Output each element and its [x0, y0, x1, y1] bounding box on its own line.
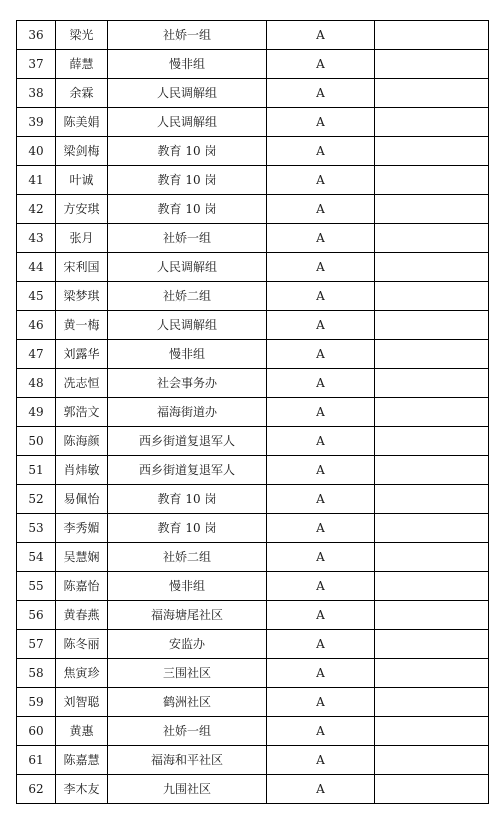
grade-cell: A — [267, 253, 375, 282]
row-number-cell: 56 — [17, 601, 56, 630]
name-cell: 叶诚 — [56, 166, 108, 195]
name-cell: 梁剑梅 — [56, 137, 108, 166]
grade-cell: A — [267, 543, 375, 572]
name-cell: 焦寅珍 — [56, 659, 108, 688]
row-number-cell: 50 — [17, 427, 56, 456]
row-number-cell: 44 — [17, 253, 56, 282]
name-cell: 李秀媚 — [56, 514, 108, 543]
name-cell: 薛慧 — [56, 50, 108, 79]
table-row — [17, 514, 489, 543]
table-row — [17, 50, 489, 79]
table-row — [17, 427, 489, 456]
note-cell — [375, 224, 489, 253]
grade-cell: A — [267, 311, 375, 340]
grade-cell: A — [267, 79, 375, 108]
unit-cell: 教育 10 岗 — [108, 485, 267, 514]
roster-table — [16, 20, 489, 804]
grade-cell: A — [267, 630, 375, 659]
note-cell — [375, 572, 489, 601]
note-cell — [375, 659, 489, 688]
row-number-cell: 54 — [17, 543, 56, 572]
name-cell: 刘露华 — [56, 340, 108, 369]
note-cell — [375, 369, 489, 398]
grade-cell: A — [267, 224, 375, 253]
note-cell — [375, 543, 489, 572]
table-row — [17, 79, 489, 108]
name-cell: 易佩怡 — [56, 485, 108, 514]
name-cell: 陈美娟 — [56, 108, 108, 137]
grade-cell: A — [267, 427, 375, 456]
table-row — [17, 630, 489, 659]
note-cell — [375, 79, 489, 108]
name-cell: 张月 — [56, 224, 108, 253]
unit-cell: 慢非组 — [108, 340, 267, 369]
unit-cell: 慢非组 — [108, 572, 267, 601]
table-row — [17, 282, 489, 311]
name-cell: 刘智聪 — [56, 688, 108, 717]
name-cell: 李木友 — [56, 775, 108, 804]
unit-cell: 福海街道办 — [108, 398, 267, 427]
name-cell: 吴慧娴 — [56, 543, 108, 572]
grade-cell: A — [267, 21, 375, 50]
name-cell: 陈嘉慧 — [56, 746, 108, 775]
note-cell — [375, 485, 489, 514]
unit-cell: 西乡街道复退军人 — [108, 456, 267, 485]
row-number-cell: 61 — [17, 746, 56, 775]
name-cell: 郭浩文 — [56, 398, 108, 427]
unit-cell: 社娇一组 — [108, 224, 267, 253]
note-cell — [375, 282, 489, 311]
unit-cell: 教育 10 岗 — [108, 166, 267, 195]
row-number-cell: 37 — [17, 50, 56, 79]
note-cell — [375, 717, 489, 746]
row-number-cell: 49 — [17, 398, 56, 427]
table-row — [17, 253, 489, 282]
name-cell: 冼志恒 — [56, 369, 108, 398]
row-number-cell: 46 — [17, 311, 56, 340]
note-cell — [375, 137, 489, 166]
table-row — [17, 717, 489, 746]
name-cell: 陈嘉怡 — [56, 572, 108, 601]
unit-cell: 社娇二组 — [108, 543, 267, 572]
row-number-cell: 59 — [17, 688, 56, 717]
table-row — [17, 543, 489, 572]
grade-cell: A — [267, 572, 375, 601]
table-row — [17, 21, 489, 50]
row-number-cell: 58 — [17, 659, 56, 688]
name-cell: 陈海颜 — [56, 427, 108, 456]
row-number-cell: 52 — [17, 485, 56, 514]
unit-cell: 人民调解组 — [108, 253, 267, 282]
row-number-cell: 60 — [17, 717, 56, 746]
name-cell: 黄惠 — [56, 717, 108, 746]
row-number-cell: 41 — [17, 166, 56, 195]
note-cell — [375, 21, 489, 50]
row-number-cell: 39 — [17, 108, 56, 137]
name-cell: 黄春燕 — [56, 601, 108, 630]
table-row — [17, 224, 489, 253]
row-number-cell: 57 — [17, 630, 56, 659]
unit-cell: 教育 10 岗 — [108, 195, 267, 224]
grade-cell: A — [267, 166, 375, 195]
note-cell — [375, 746, 489, 775]
grade-cell: A — [267, 195, 375, 224]
note-cell — [375, 427, 489, 456]
unit-cell: 社娇一组 — [108, 21, 267, 50]
grade-cell: A — [267, 137, 375, 166]
unit-cell: 安监办 — [108, 630, 267, 659]
note-cell — [375, 108, 489, 137]
unit-cell: 福海塘尾社区 — [108, 601, 267, 630]
row-number-cell: 36 — [17, 21, 56, 50]
table-row — [17, 195, 489, 224]
row-number-cell: 55 — [17, 572, 56, 601]
table-row — [17, 572, 489, 601]
grade-cell: A — [267, 456, 375, 485]
note-cell — [375, 456, 489, 485]
grade-cell: A — [267, 282, 375, 311]
row-number-cell: 48 — [17, 369, 56, 398]
grade-cell: A — [267, 775, 375, 804]
table-row — [17, 659, 489, 688]
note-cell — [375, 340, 489, 369]
table-row — [17, 340, 489, 369]
grade-cell: A — [267, 369, 375, 398]
name-cell: 余霖 — [56, 79, 108, 108]
unit-cell: 九围社区 — [108, 775, 267, 804]
note-cell — [375, 601, 489, 630]
row-number-cell: 42 — [17, 195, 56, 224]
unit-cell: 社娇一组 — [108, 717, 267, 746]
note-cell — [375, 775, 489, 804]
unit-cell: 西乡街道复退军人 — [108, 427, 267, 456]
unit-cell: 人民调解组 — [108, 311, 267, 340]
row-number-cell: 47 — [17, 340, 56, 369]
unit-cell: 慢非组 — [108, 50, 267, 79]
row-number-cell: 43 — [17, 224, 56, 253]
table-row — [17, 311, 489, 340]
note-cell — [375, 514, 489, 543]
unit-cell: 鹤洲社区 — [108, 688, 267, 717]
name-cell: 黄一梅 — [56, 311, 108, 340]
unit-cell: 人民调解组 — [108, 108, 267, 137]
table-row — [17, 601, 489, 630]
table-row — [17, 398, 489, 427]
grade-cell: A — [267, 746, 375, 775]
note-cell — [375, 166, 489, 195]
note-cell — [375, 50, 489, 79]
table-row — [17, 485, 489, 514]
unit-cell: 福海和平社区 — [108, 746, 267, 775]
table-row — [17, 137, 489, 166]
grade-cell: A — [267, 398, 375, 427]
unit-cell: 三围社区 — [108, 659, 267, 688]
row-number-cell: 51 — [17, 456, 56, 485]
name-cell: 梁光 — [56, 21, 108, 50]
unit-cell: 社会事务办 — [108, 369, 267, 398]
table-row — [17, 369, 489, 398]
roster-body — [17, 21, 489, 804]
name-cell: 方安琪 — [56, 195, 108, 224]
grade-cell: A — [267, 601, 375, 630]
row-number-cell: 45 — [17, 282, 56, 311]
grade-cell: A — [267, 514, 375, 543]
row-number-cell: 53 — [17, 514, 56, 543]
name-cell: 陈冬丽 — [56, 630, 108, 659]
row-number-cell: 38 — [17, 79, 56, 108]
unit-cell: 社娇二组 — [108, 282, 267, 311]
name-cell: 肖炜敏 — [56, 456, 108, 485]
unit-cell: 人民调解组 — [108, 79, 267, 108]
grade-cell: A — [267, 688, 375, 717]
grade-cell: A — [267, 108, 375, 137]
table-row — [17, 688, 489, 717]
row-number-cell: 40 — [17, 137, 56, 166]
grade-cell: A — [267, 340, 375, 369]
unit-cell: 教育 10 岗 — [108, 514, 267, 543]
table-row — [17, 456, 489, 485]
table-row — [17, 166, 489, 195]
note-cell — [375, 630, 489, 659]
table-row — [17, 775, 489, 804]
table-row — [17, 108, 489, 137]
row-number-cell: 62 — [17, 775, 56, 804]
grade-cell: A — [267, 717, 375, 746]
grade-cell: A — [267, 50, 375, 79]
note-cell — [375, 253, 489, 282]
note-cell — [375, 688, 489, 717]
note-cell — [375, 398, 489, 427]
note-cell — [375, 311, 489, 340]
grade-cell: A — [267, 485, 375, 514]
name-cell: 梁梦琪 — [56, 282, 108, 311]
note-cell — [375, 195, 489, 224]
grade-cell: A — [267, 659, 375, 688]
unit-cell: 教育 10 岗 — [108, 137, 267, 166]
name-cell: 宋利国 — [56, 253, 108, 282]
table-row — [17, 746, 489, 775]
